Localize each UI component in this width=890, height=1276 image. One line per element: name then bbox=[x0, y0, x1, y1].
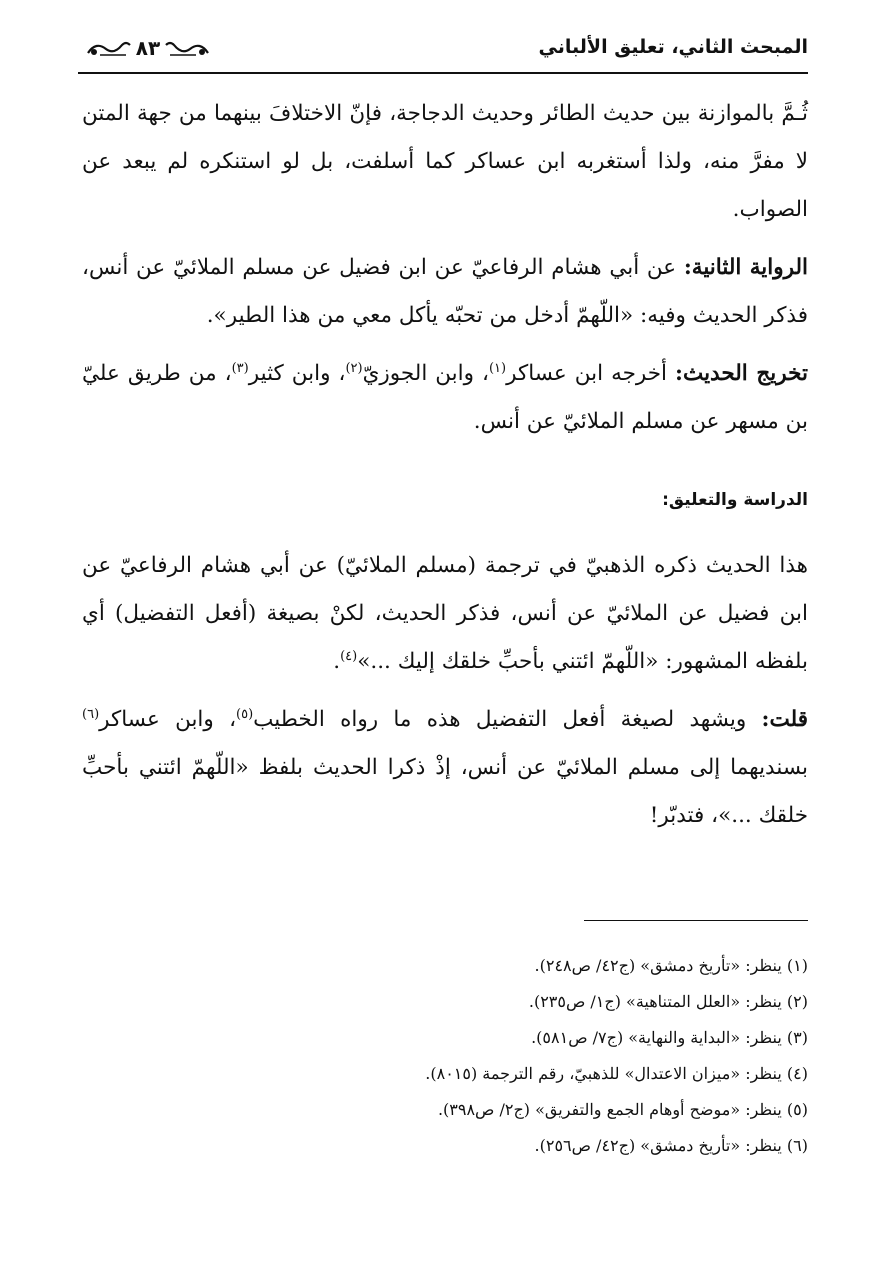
footnote-ref-6[interactable]: (٦) bbox=[82, 706, 100, 722]
footnote-ref-2[interactable]: (٢) bbox=[345, 360, 363, 376]
takhrij-text-a: أخرجه ابن عساكر bbox=[506, 361, 668, 386]
qultu-label: قلت: bbox=[761, 707, 808, 732]
main-text bbox=[82, 90, 808, 850]
footnote-ref-3[interactable]: (٣) bbox=[231, 360, 249, 376]
ornament-left-icon bbox=[164, 37, 210, 59]
takhrij-text-d: ، من طريق عليّ بن مسهر عن مسلم الملائيّ عن أنس. bbox=[82, 361, 808, 434]
ornament-right-icon bbox=[86, 37, 132, 59]
paragraph-4 bbox=[82, 542, 808, 686]
qultu-text-c: بسنديهما إلى مسلم الملائيّ عن أنس، إذْ ذكرا الحديث بلفظ «اللّهمّ ائتني بأحبِّ خلقك ...»، فتدبّر! bbox=[82, 755, 808, 828]
footnote-1: (١) ينظر: «تأريخ دمشق» (ج٤٢/ ص٢٤٨). bbox=[534, 956, 808, 975]
footnote-2: (٢) ينظر: «العلل المتناهية» (ج١/ ص٢٣٥). bbox=[528, 992, 808, 1011]
footnote-5: (٥) ينظر: «موضح أوهام الجمع والتفريق» (ج٢/ ص٣٩٨). bbox=[437, 1100, 808, 1119]
qultu-text-b: ، وابن عساكر bbox=[99, 707, 237, 732]
paragraph-5 bbox=[82, 696, 808, 840]
second-narration-text: عن أبي هشام الرفاعيّ عن ابن فضيل عن مسلم الملائيّ عن أنس، فذكر الحديث وفيه: «اللّهمّ أدخل من تحبّه يأكل معي من هذا الطير». bbox=[82, 255, 808, 328]
study-text-a: هذا الحديث ذكره الذهبيّ في ترجمة (مسلم الملائيّ) عن أبي هشام الرفاعيّ عن ابن فضيل عن الملائيّ عن أنس، فذكر الحديث، لكنْ بصيغة (أفعل التفضيل) أي بلفظه المشهور: «اللّهمّ ائتني بأحبِّ خلقك إليك ...» bbox=[82, 553, 808, 674]
takhrij-text-b: ، وابن الجوزيّ bbox=[362, 361, 489, 386]
paragraph-2 bbox=[82, 244, 808, 340]
footnote-ref-1[interactable]: (١) bbox=[488, 360, 507, 376]
footnote-4: (٤) ينظر: «ميزان الاعتدال» للذهبيّ، رقم الترجمة (٨٠١٥). bbox=[425, 1064, 808, 1083]
page-number-block bbox=[78, 28, 218, 68]
takhrij-text-c: ، وابن كثير bbox=[248, 361, 346, 386]
footnote-6: (٦) ينظر: «تأريخ دمشق» (ج٤٢/ ص٢٥٦). bbox=[534, 1136, 808, 1155]
chapter-title: المبحث الثاني، تعليق الألباني bbox=[538, 36, 808, 58]
section-heading: الدراسة والتعليق: bbox=[662, 490, 808, 510]
paragraph-3 bbox=[82, 350, 808, 446]
footnotes bbox=[82, 948, 808, 1164]
study-text-b: . bbox=[333, 649, 341, 674]
footnote-divider bbox=[584, 920, 808, 921]
qultu-text-a: ويشهد لصيغة أفعل التفضيل هذه ما رواه الخطيب bbox=[253, 707, 747, 732]
paragraph-1: ثُـمَّ بالموازنة بين حديث الطائر وحديث الدجاجة، فإنّ الاختلافَ بينهما من جهة المتن لا مفرَّ منه، ولذا أستغربه ابن عساكر كما أسلفت، بل لو استنكره لم يبعد عن الصواب. bbox=[82, 101, 808, 222]
second-narration-label: الرواية الثانية: bbox=[683, 255, 808, 280]
page-header bbox=[78, 28, 808, 74]
footnote-ref-4[interactable]: (٤) bbox=[340, 648, 358, 664]
takhrij-label: تخريج الحديث: bbox=[675, 361, 808, 386]
footnote-3: (٣) ينظر: «البداية والنهاية» (ج٧/ ص٥٨١). bbox=[531, 1028, 808, 1047]
footnote-ref-5[interactable]: (٥) bbox=[236, 706, 254, 722]
page-number: ٨٣ bbox=[135, 36, 161, 60]
